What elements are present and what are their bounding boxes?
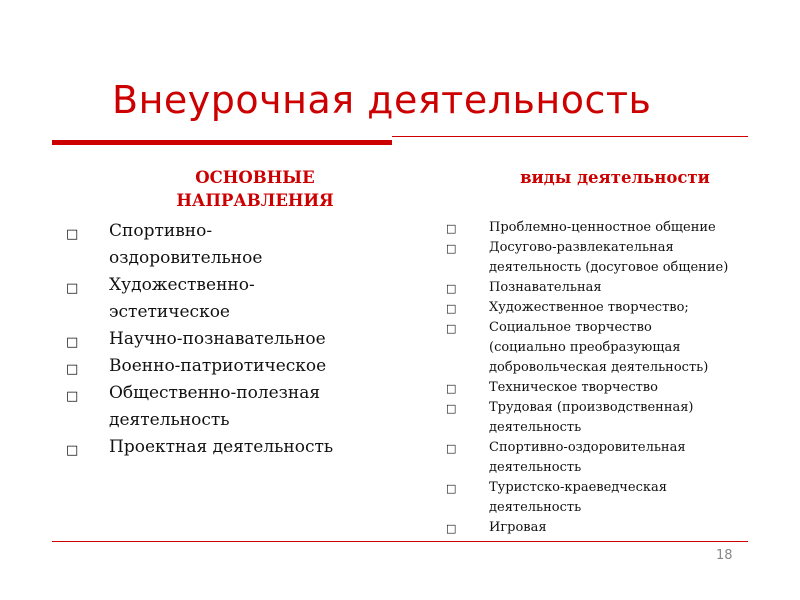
square-bullet-icon: □ <box>446 322 457 335</box>
title-underline-thin <box>392 136 748 137</box>
square-bullet-icon: □ <box>446 222 457 235</box>
list-item-text: Художественно- эстетическое <box>109 275 255 322</box>
square-bullet-icon: □ <box>446 302 457 315</box>
activity-types-list <box>446 218 766 538</box>
list-item <box>446 218 766 238</box>
title-underline-thick <box>52 140 392 145</box>
list-item-text: Социальное творчество (социально преобразующая добровольческая деятельность) <box>489 320 709 375</box>
list-item-text: Познавательная <box>489 280 602 295</box>
square-bullet-icon: □ <box>446 482 457 495</box>
list-item-text: Досугово-развлекательная деятельность (досуговое общение) <box>489 240 729 275</box>
list-item <box>446 278 766 298</box>
square-bullet-icon: □ <box>66 443 79 458</box>
list-item <box>66 326 396 353</box>
left-column-header: ОСНОВНЫЕ НАПРАВЛЕНИЯ <box>176 168 334 210</box>
slide-title: Внеурочная деятельность <box>112 78 652 122</box>
list-item-text: Общественно-полезная деятельность <box>109 383 321 430</box>
square-bullet-icon: □ <box>66 227 79 242</box>
list-item <box>66 353 396 380</box>
list-item <box>66 218 396 272</box>
list-item <box>446 378 766 398</box>
list-item-text: Трудовая (производственная) деятельность <box>489 400 694 435</box>
list-item <box>446 398 766 438</box>
list-item-text: Игровая <box>489 520 547 535</box>
list-item-text: Проблемно-ценностное общение <box>489 220 716 235</box>
list-item <box>446 478 766 518</box>
list-item <box>66 272 396 326</box>
footer-divider <box>52 541 748 542</box>
list-item <box>66 380 396 434</box>
list-item-text: Спортивно- оздоровительное <box>109 221 263 268</box>
list-item-text: Туристско-краеведческая деятельность <box>489 480 667 515</box>
square-bullet-icon: □ <box>66 335 79 350</box>
list-item-text: Военно-патриотическое <box>109 356 327 376</box>
square-bullet-icon: □ <box>66 281 79 296</box>
list-item <box>66 434 396 461</box>
list-item-text: Научно-познавательное <box>109 329 326 349</box>
square-bullet-icon: □ <box>446 282 457 295</box>
list-item-text: Техническое творчество <box>489 380 658 395</box>
list-item <box>446 318 766 378</box>
list-item-text: Художественное творчество; <box>489 300 689 315</box>
right-column-header: виды деятельности <box>520 168 710 187</box>
page-number: 18 <box>716 548 733 563</box>
square-bullet-icon: □ <box>446 242 457 255</box>
square-bullet-icon: □ <box>446 382 457 395</box>
list-item <box>446 518 766 538</box>
square-bullet-icon: □ <box>446 402 457 415</box>
square-bullet-icon: □ <box>446 522 457 535</box>
list-item <box>446 438 766 478</box>
list-item-text: Спортивно-оздоровительная деятельность <box>489 440 686 475</box>
directions-list <box>66 218 396 461</box>
list-item-text: Проектная деятельность <box>109 437 334 457</box>
square-bullet-icon: □ <box>66 389 79 404</box>
list-item <box>446 238 766 278</box>
square-bullet-icon: □ <box>66 362 79 377</box>
square-bullet-icon: □ <box>446 442 457 455</box>
list-item <box>446 298 766 318</box>
